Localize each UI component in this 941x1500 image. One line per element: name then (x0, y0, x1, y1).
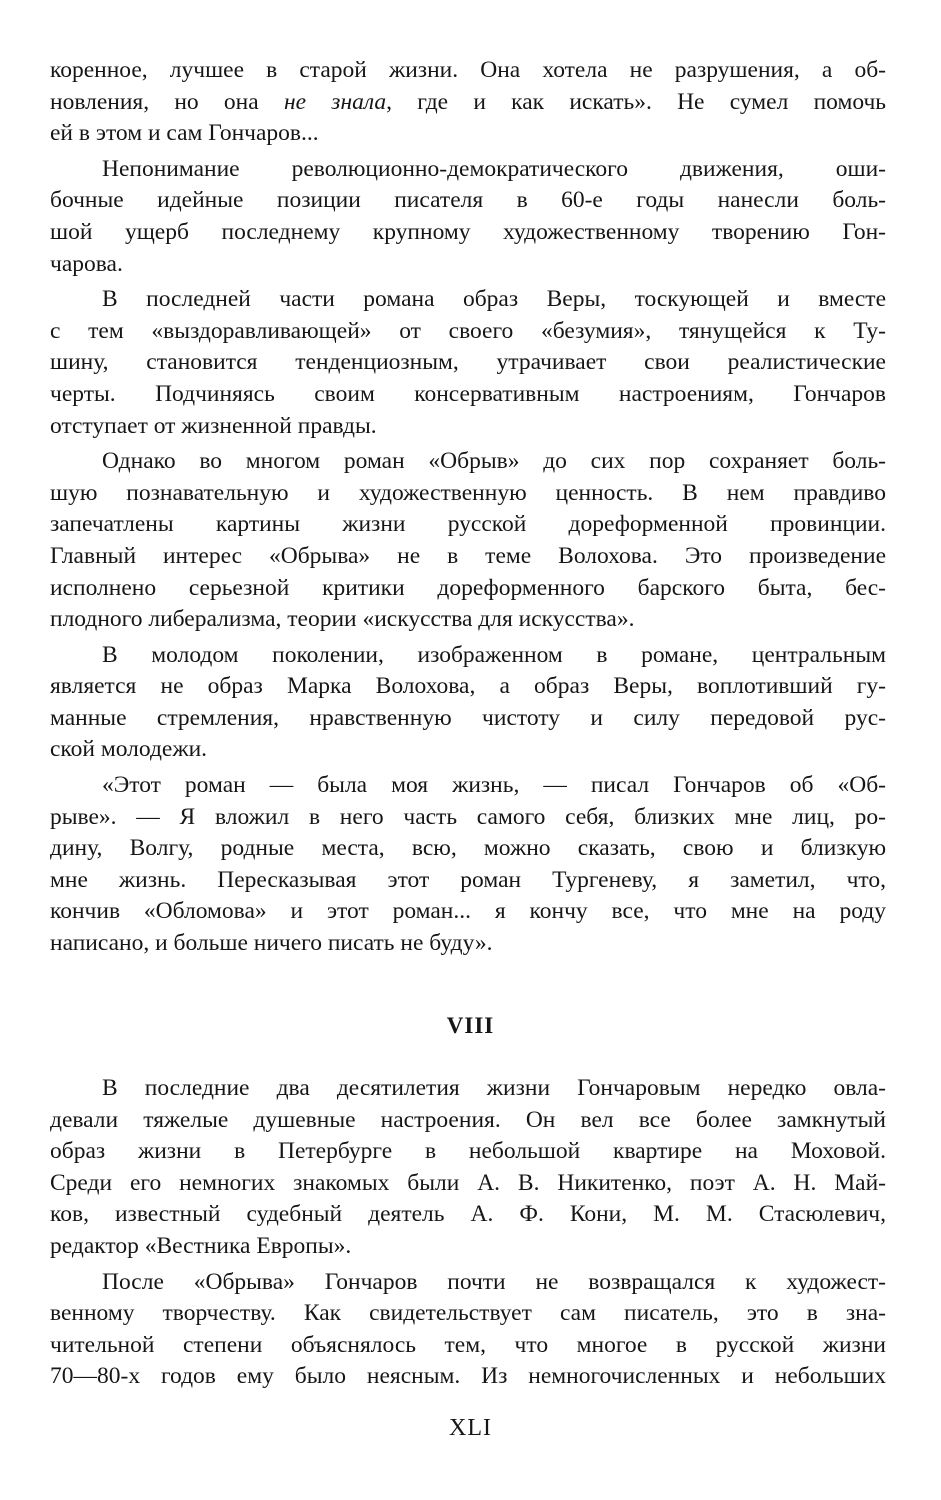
text-line: чительной степени объяснялось тем, что многое в русской жизни (50, 1331, 886, 1358)
paragraph (50, 284, 886, 442)
text-line: В последние два десятилетия жизни Гончаровым нередко овла- (102, 1075, 886, 1101)
text-line: Среди его немногих знакомых были А. В. Никитенко, поэт А. Н. Май- (50, 1169, 886, 1196)
text-span: , где и как искать». Не сумел помочь (386, 88, 886, 115)
text-line: Однако во многом роман «Обрыв» до сих пор сохраняет боль- (102, 448, 886, 475)
paragraph (50, 446, 886, 636)
paragraph (50, 1073, 886, 1263)
text-line: ей в этом и сам Гончаров... (50, 120, 319, 147)
text-line: исполнено серьезной критики дореформенного барского быта, бес- (50, 574, 886, 601)
paragraph (50, 154, 886, 280)
text-line: образ жизни в Петербурге в небольшой квартире на Моховой. (50, 1138, 886, 1165)
italic-emphasis: не знала (283, 88, 387, 115)
text-line: 70—80-х годов ему было неясным. Из немногочисленных и небольших (50, 1363, 886, 1390)
text-span: нoвления, но она (50, 88, 284, 115)
text-line: чарова. (50, 250, 123, 277)
text-line: В молодом поколении, изображенном в романе, центральным (102, 641, 886, 668)
page-number: XLI (449, 1415, 492, 1441)
text-line: ков, известный судебный деятель А. Ф. Кони, М. М. Стасюлевич, (50, 1201, 886, 1228)
page-body-top (50, 55, 886, 960)
text-line: «Этот роман — была моя жизнь, — писал Гончаров об «Об- (102, 772, 886, 799)
paragraph (50, 1267, 886, 1393)
paragraph (50, 770, 886, 960)
text-line (50, 87, 886, 119)
text-line: написано, и больше ничего писать не буду». (50, 930, 493, 957)
text-line: кончив «Обломова» и этот роман... я кончу все, что мне на роду (50, 898, 886, 925)
text-line: является не образ Марка Волохова, а образ Веры, воплотивший гу- (50, 673, 886, 700)
page-body-bottom (50, 1073, 886, 1393)
text-line: ской молодежи. (50, 736, 208, 763)
text-line: После «Обрыва» Гончаров почти не возвращался к художест- (102, 1268, 886, 1295)
text-line: венному творчеству. Как свидетельствует сам писатель, это в зна- (50, 1300, 886, 1327)
text-line: с тем «выздоравливающей» от своего «безумия», тянущейся к Ту- (50, 317, 886, 344)
text-line: дину, Волгу, родные места, всю, можно сказать, свою и близкую (50, 835, 886, 862)
text-line: манные стремления, нравственную чистоту и силу передовой рус- (50, 704, 886, 731)
paragraph (50, 55, 886, 150)
text-line: черты. Подчиняясь своим консервативным настроениям, Гончаров (50, 380, 886, 407)
text-line: мне жизнь. Пересказывая этот роман Тургеневу, я заметил, что, (50, 866, 886, 893)
text-line: шину, становится тенденциозным, утрачивает свои реалистические (50, 349, 886, 376)
text-line: отступает от жизненной правды. (50, 412, 377, 439)
text-line: В последней части романа образ Веры, тоскующей и вместе (102, 286, 886, 313)
paragraph (50, 640, 886, 766)
text-line: коренное, лучшее в старой жизни. Она хотела не разрушения, а об- (50, 57, 886, 83)
text-line: бочные идейные позиции писателя в 60-е годы нанесли боль- (50, 187, 886, 214)
text-line: запечатлены картины жизни русской дореформенной провинции. (50, 511, 886, 538)
text-line: рыве». — Я вложил в него часть самого себя, близких мне лиц, ро- (50, 803, 886, 830)
text-line: редактор «Вестника Европы». (50, 1232, 352, 1259)
text-line: девали тяжелые душевные настроения. Он вел все более замкнутый (50, 1106, 886, 1133)
text-line: Главный интерес «Обрыва» не в теме Волохова. Это произведение (50, 542, 886, 569)
text-line: Непонимание революционно-демократического движения, оши- (102, 155, 886, 182)
text-line: шую познавательную и художественную ценность. В нем правдиво (50, 479, 886, 506)
text-line: плодного либерализма, теории «искусства для искусства». (50, 606, 635, 633)
section-heading: VIII (446, 1013, 495, 1038)
text-line: шой ущерб последнему крупному художественному творению Гон- (50, 218, 886, 245)
